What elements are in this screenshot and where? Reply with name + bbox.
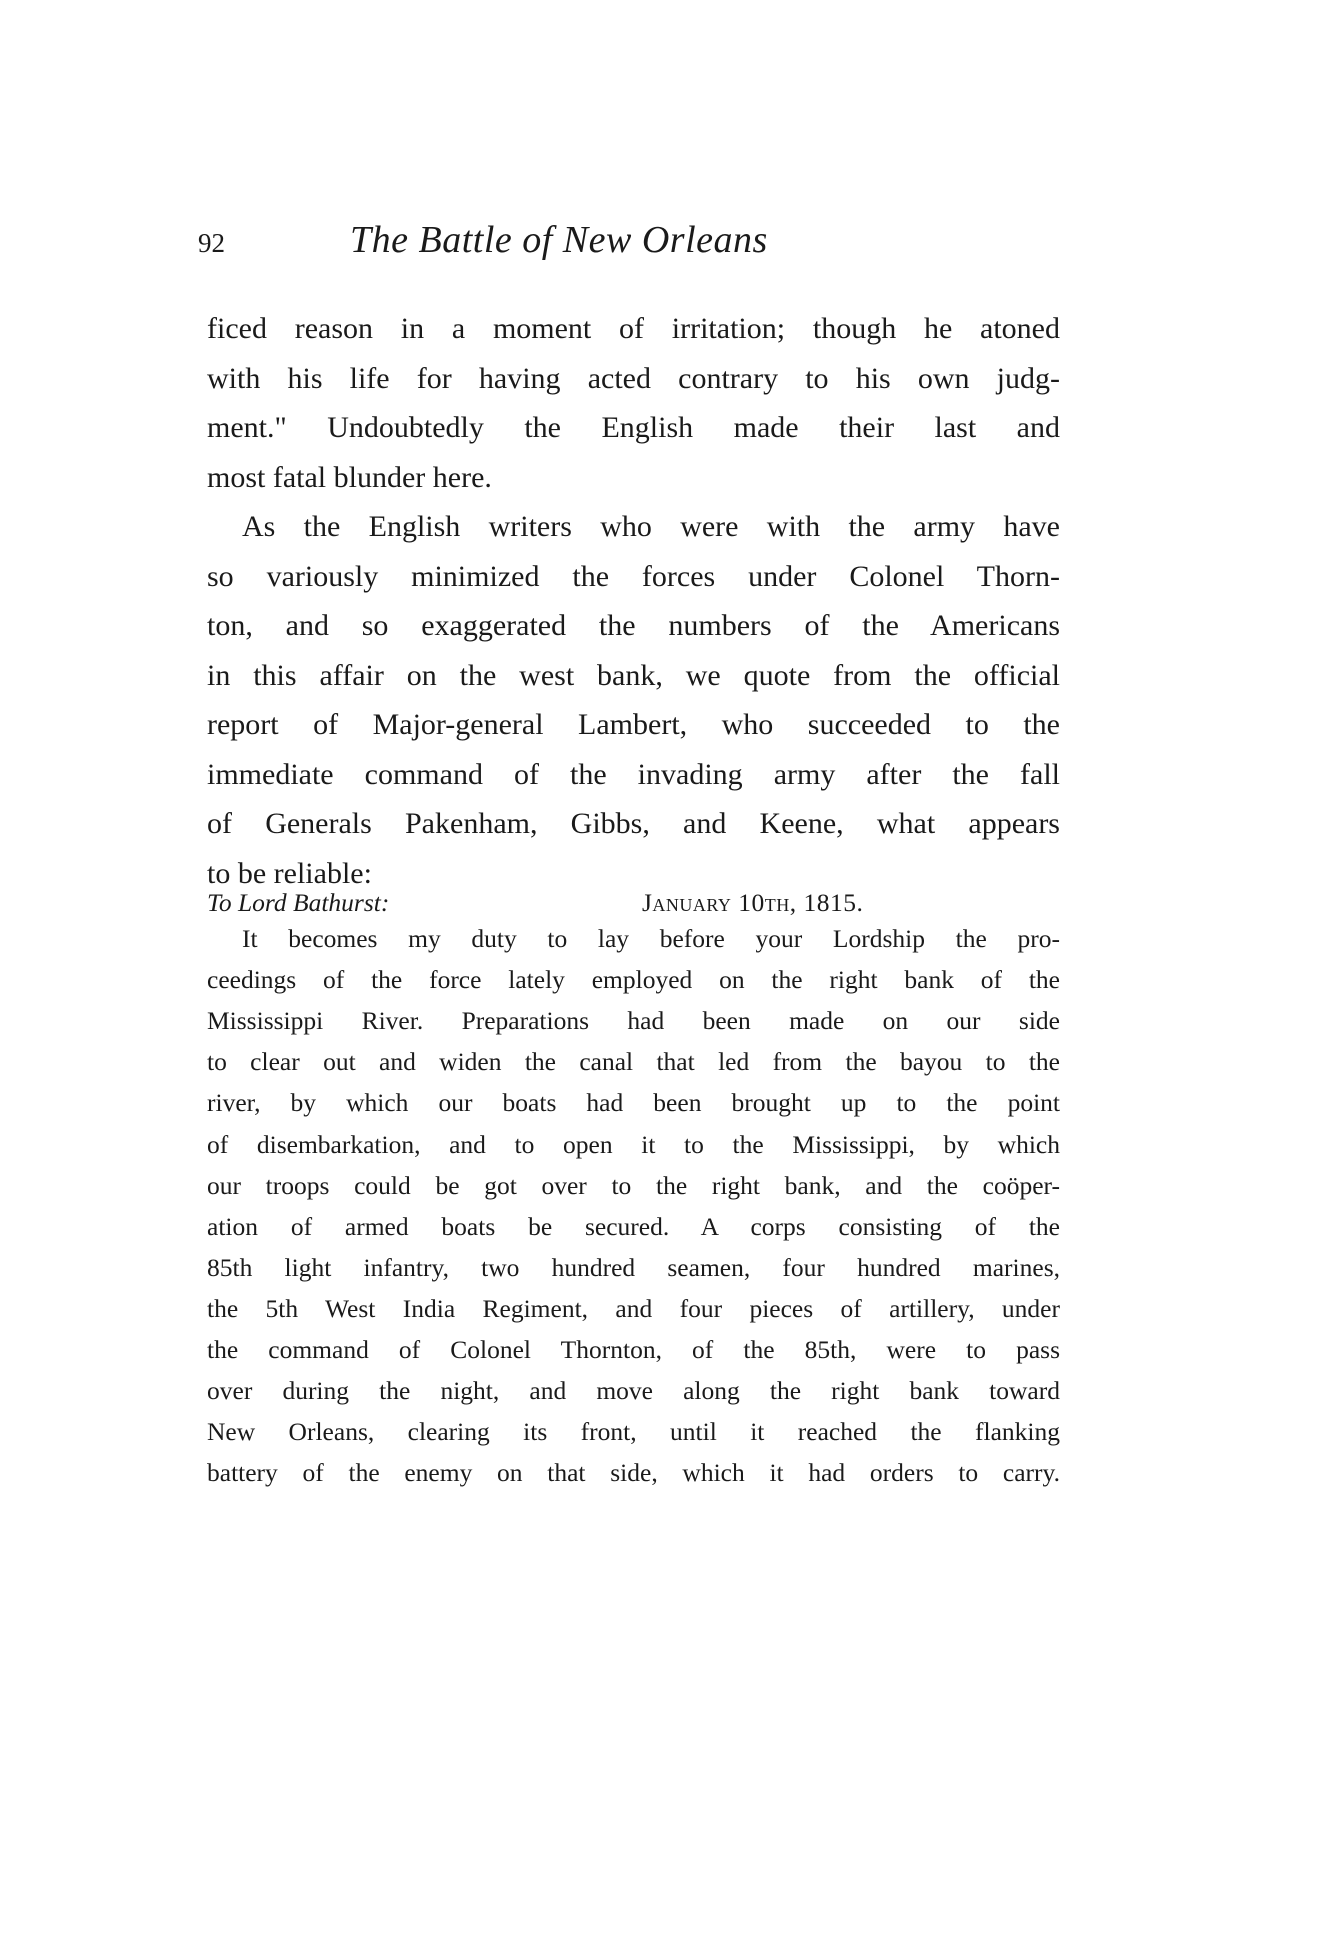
text-line: with his life for having acted contrary to his own judg-	[207, 361, 1060, 395]
text-line: in this affair on the west bank, we quote from the official	[207, 658, 1060, 692]
text-line: over during the night, and move along the right bank toward	[207, 1376, 1060, 1406]
text-line: ment." Undoubtedly the English made their last and	[207, 411, 1060, 444]
text-line: As the English writers who were with the army have	[242, 510, 1060, 543]
text-line: river, by which our boats had been brought up to the point	[207, 1088, 1060, 1118]
text-line: to clear out and widen the canal that led from the bayou to the	[207, 1047, 1060, 1077]
running-title: The Battle of New Orleans	[350, 219, 768, 261]
letter-addressee: To Lord Bathurst:	[207, 888, 390, 917]
text-line: ton, and so exaggerated the numbers of the Americans	[207, 609, 1060, 642]
text-line: Mississippi River. Preparations had been made on our side	[207, 1006, 1060, 1036]
text-line: ficed reason in a moment of irritation; though he atoned	[207, 312, 1060, 345]
page-number: 92	[198, 228, 225, 258]
text-line: 85th light infantry, two hundred seamen, four hundred marines,	[207, 1252, 1060, 1282]
text-line: most fatal blunder here.	[207, 460, 492, 494]
letter-date: January 10th, 1815.	[642, 888, 864, 917]
text-line: of Generals Pakenham, Gibbs, and Keene, what appears	[207, 807, 1060, 840]
text-line: to be reliable:	[207, 856, 372, 890]
text-line: ation of armed boats be secured. A corps consisting of the	[207, 1211, 1060, 1241]
text-line: the command of Colonel Thornton, of the 85th, were to pass	[207, 1335, 1060, 1364]
text-line: immediate command of the invading army after the fall	[207, 757, 1060, 791]
text-line: our troops could be got over to the right bank, and the coöper-	[207, 1170, 1060, 1200]
text-line: New Orleans, clearing its front, until it reached the flanking	[207, 1417, 1060, 1447]
text-line: It becomes my duty to lay before your Lordship the pro-	[242, 924, 1060, 953]
text-line: of disembarkation, and to open it to the Mississippi, by which	[207, 1129, 1060, 1159]
text-line: so variously minimized the forces under Colonel Thorn-	[207, 559, 1060, 593]
text-line: report of Major-general Lambert, who succeeded to the	[207, 708, 1060, 741]
text-line: the 5th West India Regiment, and four pieces of artillery, under	[207, 1293, 1060, 1323]
text-line: battery of the enemy on that side, which it had orders to carry.	[207, 1458, 1060, 1488]
text-line: ceedings of the force lately employed on the right bank of the	[207, 965, 1060, 995]
